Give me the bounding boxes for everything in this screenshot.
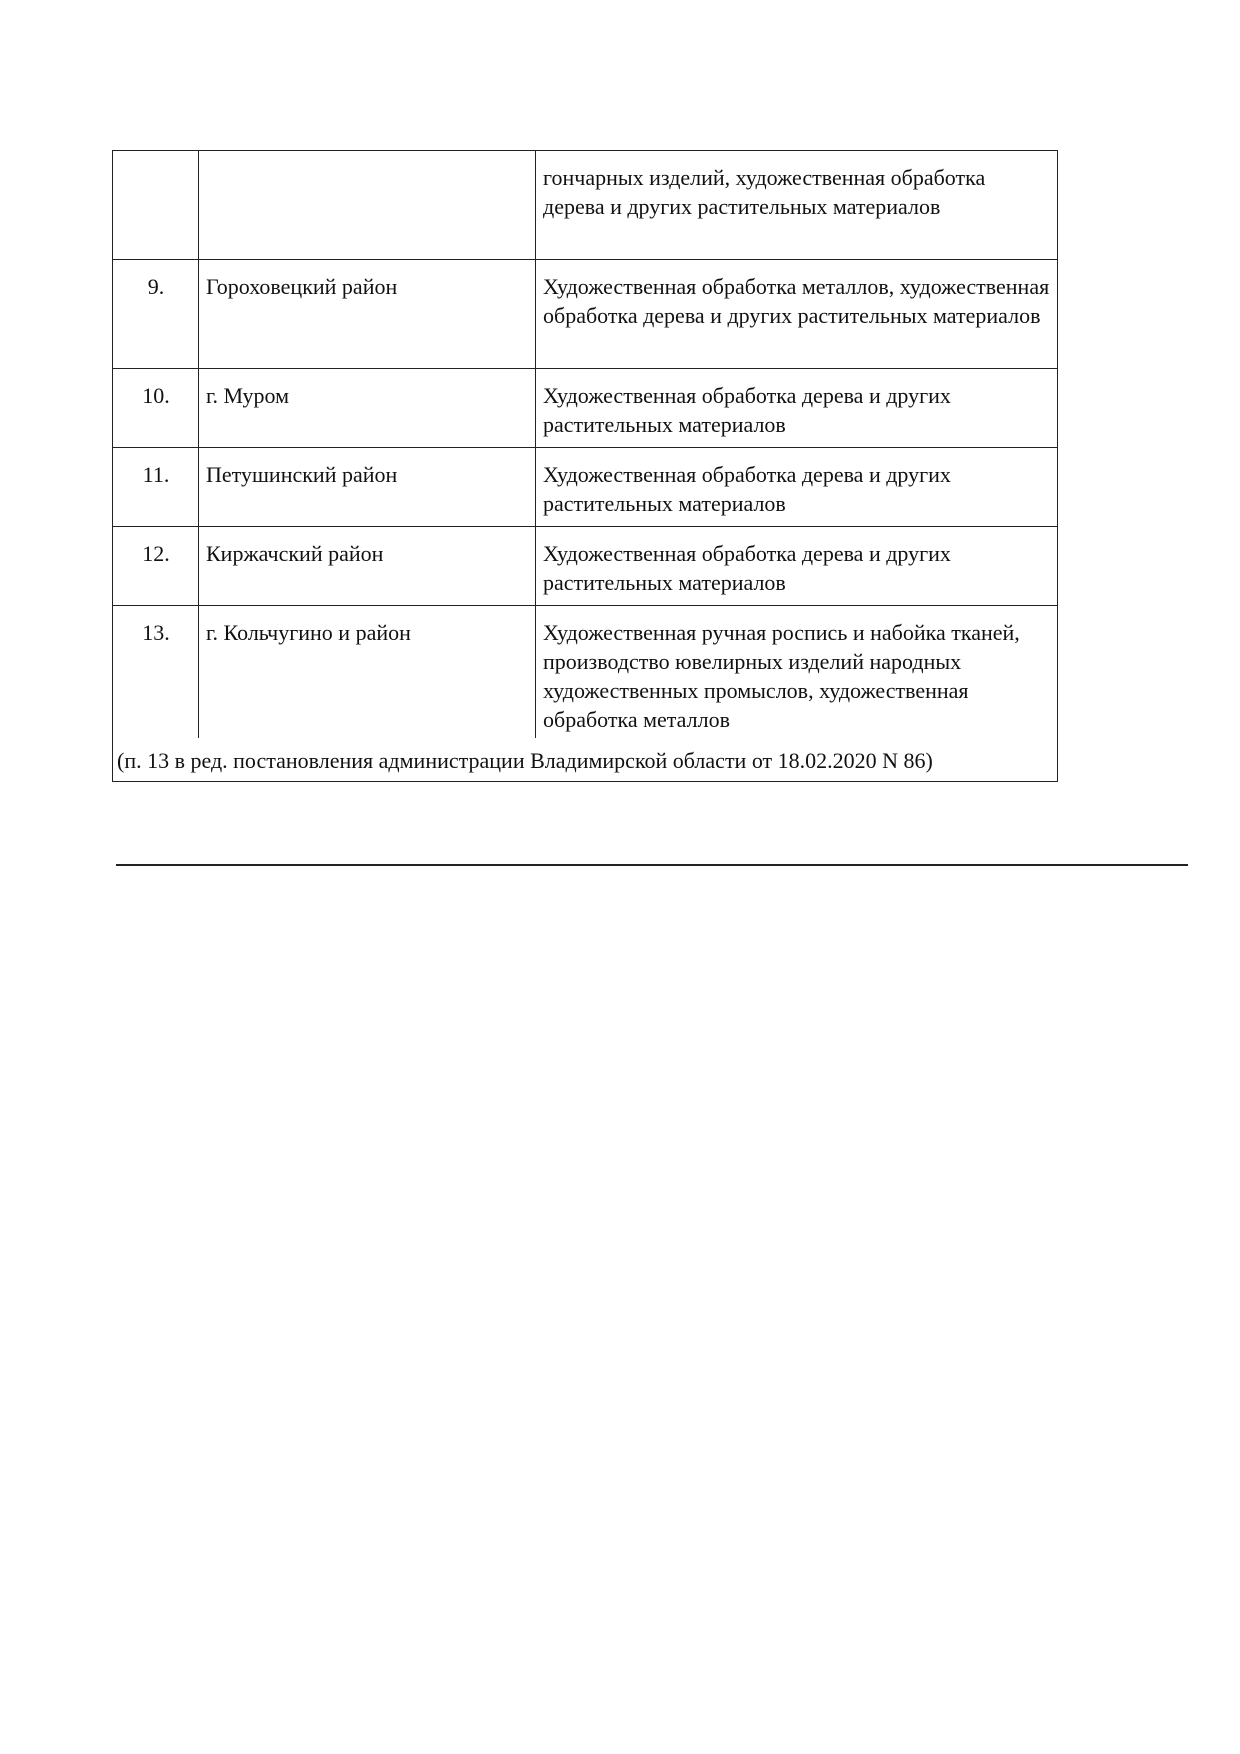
footer-divider [116,864,1188,866]
table-row [113,448,1058,527]
row-description-cell: Художественная обработка дерева и других растительных материалов [536,369,1058,448]
row-description-cell: Художественная обработка дерева и других растительных материалов [536,527,1058,606]
table-row-continuation [113,151,1058,260]
row-description-cell: Художественная обработка дерева и других растительных материалов [536,448,1058,527]
row-number-cell: 12. [113,527,199,606]
row-name-cell: г. Кольчугино и район [199,606,536,739]
row-name-cell: г. Муром [199,369,536,448]
table-note-row [113,738,1058,782]
row-number-cell: 9. [113,260,199,369]
row-description-cell: Художественная обработка металлов, художественная обработка дерева и других растительных материалов [536,260,1058,369]
row-description-cell: гончарных изделий, художественная обработка дерева и других растительных материалов [536,151,1058,260]
table-row [113,260,1058,369]
row-name-cell: Петушинский район [199,448,536,527]
row-number-cell: 13. [113,606,199,739]
row-number-cell [113,151,199,260]
table-row [113,606,1058,739]
table-row [113,527,1058,606]
row-name-cell: Гороховецкий район [199,260,536,369]
row-name-cell: Киржачский район [199,527,536,606]
amendment-note: (п. 13 в ред. постановления администрации Владимирской области от 18.02.2020 N 86) [113,738,1058,782]
table-row [113,369,1058,448]
row-number-cell: 11. [113,448,199,527]
crafts-table [112,150,1058,782]
row-name-cell [199,151,536,260]
row-number-cell: 10. [113,369,199,448]
row-description-cell: Художественная ручная роспись и набойка тканей, производство ювелирных изделий народных художественных промыслов, художественная обработка металлов [536,606,1058,739]
